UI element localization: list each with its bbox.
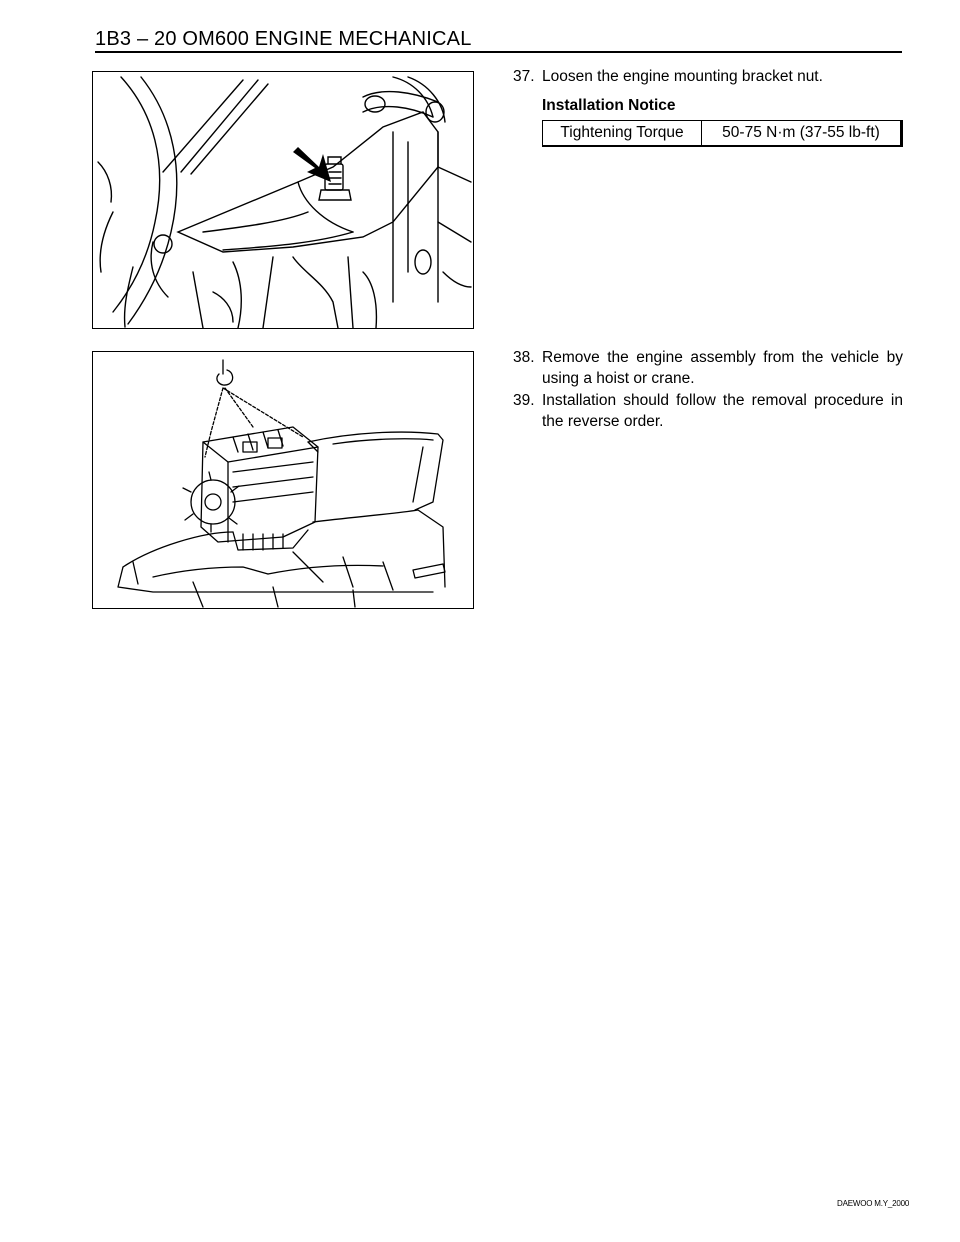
table-row [543,121,902,147]
step-number: 37. [513,68,535,85]
header-rule [95,51,902,53]
page-header: 1B3 – 20 OM600 ENGINE MECHANICAL [95,28,472,50]
step-number: 38. [513,349,535,366]
torque-label: Tightening Torque [543,121,702,147]
installation-notice-title: Installation Notice [542,97,676,114]
engine-hoist-illustration [93,352,473,608]
figure-mounting-bracket [92,71,474,329]
footer-label: DAEWOO M.Y_2000 [837,1199,910,1208]
mounting-bracket-illustration [93,72,473,328]
figure-engine-removal [92,351,474,609]
step-38 [513,347,903,389]
step-39 [513,390,903,432]
step-text: Installation should follow the removal procedure in the reverse order. [542,392,903,430]
step-number: 39. [513,392,535,409]
torque-table [542,120,903,147]
torque-value: 50-75 N·m (37-55 lb-ft) [702,121,902,147]
step-text: Remove the engine assembly from the vehicle by using a hoist or crane. [542,349,903,387]
step-37 [513,66,903,87]
step-text: Loosen the engine mounting bracket nut. [542,68,823,85]
